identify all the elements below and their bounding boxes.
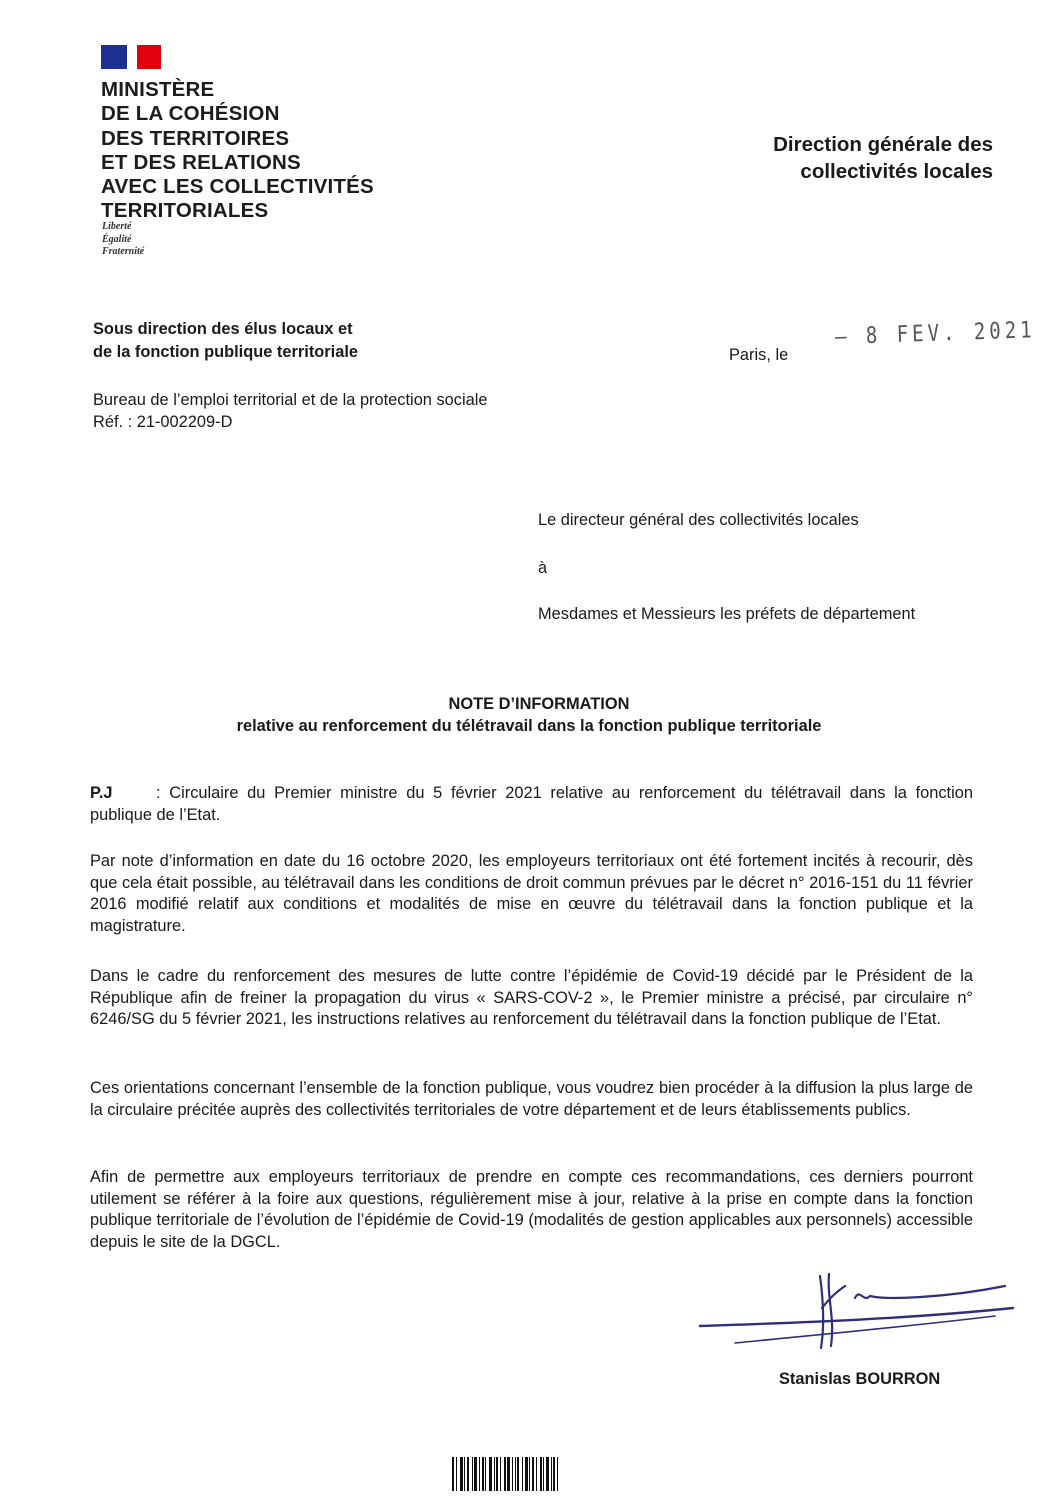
attachment-text: : Circulaire du Premier ministre du 5 février 2021 relative au renforcement du télétravail dans la fonction publique de l’Etat. xyxy=(90,784,973,824)
bureau-block xyxy=(93,389,513,433)
reference-number: Réf. : 21-002209-D xyxy=(93,413,233,431)
bureau-name: Bureau de l’emploi territorial et de la protection sociale xyxy=(93,391,488,409)
ministry-line: DE LA COHÉSION xyxy=(101,102,280,126)
attachment-label: P.J xyxy=(90,784,113,802)
attachment-line xyxy=(90,783,973,826)
republic-flag-logo xyxy=(101,45,161,69)
motto-line: Fraternité xyxy=(102,246,145,257)
subdirection-line: de la fonction publique territoriale xyxy=(93,342,359,361)
note-subtitle: relative au renforcement du télétravail dans la fonction publique territoriale xyxy=(236,717,822,735)
republic-motto xyxy=(102,221,144,259)
motto-line: Liberté xyxy=(102,221,132,232)
signatory-name: Stanislas BOURRON xyxy=(779,1370,941,1388)
barcode xyxy=(452,1457,606,1491)
ministry-name xyxy=(101,78,374,224)
ministry-line: AVEC LES COLLECTIVITÉS xyxy=(101,175,374,199)
sender-line: Le directeur général des collectivités locales xyxy=(538,511,859,529)
flag-white-band xyxy=(127,45,137,69)
motto-line: Égalité xyxy=(102,233,132,245)
recipient-line: Mesdames et Messieurs les préfets de département xyxy=(538,605,916,623)
flag-blue-band xyxy=(101,45,127,69)
ministry-line: DES TERRITOIRES xyxy=(101,126,290,150)
note-title-block xyxy=(0,693,1058,737)
body-paragraph: Afin de permettre aux employeurs territoriaux de prendre en compte ces recommandations, ces derniers pourront utilement se référer à la foire aux questions, régulièrement mise à jour, relative à la prise en compte dans la fonction publique territoriale de l’évolution de l’épidémie de Covid-19 (modalités de gestion applicables aux personnels) accessible depuis le site de la DGCL. xyxy=(90,1168,973,1251)
date-stamp: – 8 FEV. 2021 xyxy=(834,316,1037,351)
date-prefix: Paris, le xyxy=(729,346,789,364)
subdirection-line: Sous direction des élus locaux et xyxy=(93,320,353,338)
body-paragraph: Par note d’information en date du 16 octobre 2020, les employeurs territoriaux ont été fortement incités à recourir, dès que cela était possible, au télétravail dans les conditions de droit commun prévues par le décret n° 2016-151 du 11 février 2016 modifié relatif aux conditions et modalités de mise en œuvre du télétravail dans la fonction publique et la magistrature. xyxy=(90,852,973,935)
ministry-line: ET DES RELATIONS xyxy=(101,150,301,174)
flag-red-band xyxy=(137,45,161,69)
ministry-line: MINISTÈRE xyxy=(101,78,215,101)
body-paragraph: Ces orientations concernant l’ensemble de la fonction publique, vous voudrez bien procéder à la diffusion la plus large de la circulaire précitée auprès des collectivités territoriales de votre département et de leurs établissements publics. xyxy=(90,1079,973,1119)
to-word: à xyxy=(538,559,548,577)
note-title: NOTE D’INFORMATION xyxy=(448,695,630,713)
direction-line: Direction générale des xyxy=(773,133,993,156)
direction-line: collectivités locales xyxy=(800,160,993,183)
ministry-line: TERRITORIALES xyxy=(101,199,269,223)
body-paragraph: Dans le cadre du renforcement des mesures de lutte contre l’épidémie de Covid-19 décidé par le Président de la République afin de freiner la propagation du virus « SARS-COV-2 », le Premier ministre a précisé, par circulaire n° 6246/SG du 5 février 2021, les instructions relatives au renforcement du télétravail dans la fonction publique de l’Etat. xyxy=(90,967,973,1029)
handwritten-signature xyxy=(695,1268,1015,1368)
direction-name xyxy=(773,131,993,185)
subdirection xyxy=(93,318,358,363)
